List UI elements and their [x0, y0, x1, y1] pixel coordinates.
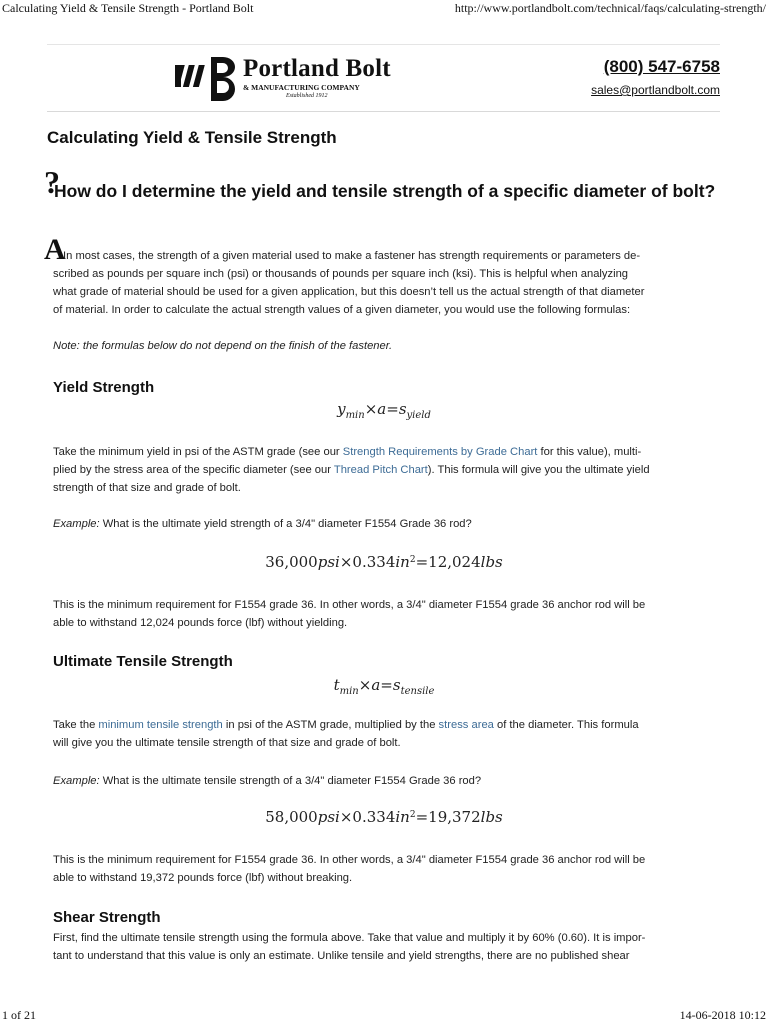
formula-op: ×: [364, 400, 378, 418]
logo-subtitle: & MANUFACTURING COMPANY: [243, 83, 360, 92]
text: for this value), multi-: [537, 446, 642, 458]
tensile-formula: [0, 676, 768, 697]
shear-paragraph: [53, 929, 721, 965]
text: in psi of the ASTM grade, multiplied by the: [222, 719, 439, 731]
site-header: [47, 44, 720, 112]
calc-unit: lbs: [480, 553, 503, 571]
example-text: What is the ultimate yield strength of a 3/4" diameter F1554 Grade 36 rod?: [99, 518, 472, 530]
formula-res: s: [398, 400, 407, 418]
text: of the diameter. This formula: [493, 719, 639, 731]
yield-strength-heading: Yield Strength: [53, 379, 155, 396]
text: Take the: [53, 719, 99, 731]
tensile-example-question: [53, 775, 481, 787]
yield-line: [53, 461, 721, 479]
calc-unit: in: [395, 808, 410, 826]
formula-op: ×: [358, 676, 372, 694]
formula-var: y: [337, 400, 346, 418]
question-mark-glyph: ?: [44, 164, 60, 200]
tensile-line: will give you the ultimate tensile strength of that size and grade of bolt.: [53, 737, 401, 749]
page: [47, 44, 720, 112]
example-label: Example:: [53, 775, 100, 787]
yield-paragraph: [53, 443, 721, 497]
tensile-paragraph: [53, 716, 721, 752]
shear-line: tant to understand that this value is only an estimate. Unlike tensile and yield strengths, there are no published shear: [53, 950, 630, 962]
page-title: Calculating Yield & Tensile Strength: [47, 128, 337, 147]
formula-a: a: [371, 676, 381, 694]
shear-line: First, find the ultimate tensile strength using the formula above. Take that value and multiply it by 60% (0.60). It is impor-: [53, 932, 646, 944]
calc-number: 58,000: [265, 808, 318, 826]
formula-res-sub: tensile: [400, 686, 435, 697]
text: ). This formula will give you the ultimate yield: [427, 464, 650, 476]
shear-strength-heading: Shear Strength: [53, 909, 161, 926]
print-page-title: Calculating Yield & Tensile Strength - Portland Bolt: [2, 1, 254, 15]
email-link[interactable]: sales@portlandbolt.com: [591, 83, 720, 97]
formula-sub: min: [339, 686, 359, 697]
intro-line: of material. In order to calculate the actual strength values of a given diameter, you would use the following formulas:: [53, 304, 631, 316]
calc-number: 0.334: [352, 553, 396, 571]
calc-exponent: 2: [409, 555, 416, 565]
calc-unit: psi: [317, 808, 340, 826]
yield-line: strength of that size and grade of bolt.: [53, 482, 241, 494]
bolt-logo-icon: [175, 53, 241, 101]
finish-note: Note: the formulas below do not depend on the finish of the fastener.: [53, 340, 393, 352]
logo-name: Portland Bolt: [243, 55, 391, 82]
print-page-url: http://www.portlandbolt.com/technical/faqs/calculating-strength/: [454, 1, 766, 15]
calc-unit: psi: [317, 553, 340, 571]
example-text: What is the ultimate tensile strength of a 3/4" diameter F1554 Grade 36 rod?: [99, 775, 482, 787]
result-line: able to withstand 19,372 pounds force (lbf) without breaking.: [53, 872, 353, 884]
formula-a: a: [377, 400, 387, 418]
yield-formula: [0, 400, 768, 421]
intro-line: what grade of material should be used for a given application, but this doesn’t tell us the actual strength of that diameter: [53, 286, 645, 298]
formula-eq: =: [386, 400, 399, 418]
calc-number: 19,372: [428, 808, 481, 826]
formula-eq: =: [380, 676, 393, 694]
print-footer: [0, 1006, 768, 1024]
calc-number: 0.334: [352, 808, 396, 826]
tensile-strength-heading: Ultimate Tensile Strength: [53, 653, 233, 670]
print-page-number: 1 of 21: [2, 1008, 36, 1022]
formula-res: s: [392, 676, 401, 694]
tensile-line: [53, 716, 721, 734]
stress-area-link[interactable]: stress area: [438, 719, 494, 731]
calc-exponent: 2: [409, 810, 416, 820]
example-label: Example:: [53, 518, 100, 530]
thread-pitch-chart-link[interactable]: Thread Pitch Chart: [333, 464, 428, 476]
calc-number: 36,000: [265, 553, 318, 571]
yield-example-question: [53, 518, 472, 530]
yield-calculation: $36,000psi\times 0.334in^2=12,024lbs$: [265, 553, 503, 571]
formula-res-sub: yield: [406, 410, 431, 421]
tensile-result-paragraph: [53, 851, 721, 887]
grade-chart-link[interactable]: Strength Requirements by Grade Chart: [342, 446, 538, 458]
calc-unit: lbs: [480, 808, 503, 826]
intro-paragraph: [53, 247, 721, 319]
phone-link[interactable]: (800) 547-6758: [603, 57, 720, 76]
intro-line: In most cases, the strength of a given material used to make a fastener has strength requirements or parameters de-: [63, 250, 641, 262]
formula-sub: min: [345, 410, 365, 421]
formula-var: t: [333, 676, 340, 694]
print-datetime: 14-06-2018 10:12: [679, 1008, 766, 1022]
result-line: This is the minimum requirement for F1554 grade 36. In other words, a 3/4" diameter F1554 grade 36 anchor rod will be: [53, 854, 646, 866]
minimum-tensile-strength-link[interactable]: minimum tensile strength: [98, 719, 223, 731]
text: plied by the stress area of the specific diameter (see our: [53, 464, 334, 476]
logo-established: Established 1912: [286, 93, 328, 99]
answer-mark-glyph: A: [44, 233, 66, 266]
result-line: This is the minimum requirement for F1554 grade 36. In other words, a 3/4" diameter F1554 grade 36 anchor rod will be: [53, 599, 646, 611]
text: Take the minimum yield in psi of the ASTM grade (see our: [53, 446, 343, 458]
yield-line: [53, 443, 721, 461]
calc-unit: in: [395, 553, 410, 571]
calc-number: 12,024: [428, 553, 481, 571]
intro-line: scribed as pounds per square inch (psi) or thousands of pounds per square inch (ksi). This is helpful when analyzing: [53, 268, 629, 280]
tensile-calculation: $58,000psi\times 0.334in^2=19,372lbs$: [265, 808, 503, 826]
print-header: [0, 0, 768, 16]
yield-result-paragraph: [53, 596, 721, 632]
result-line: able to withstand 12,024 pounds force (lbf) without yielding.: [53, 617, 348, 629]
faq-question: How do I determine the yield and tensile strength of a specific diameter of bolt?: [54, 181, 716, 201]
